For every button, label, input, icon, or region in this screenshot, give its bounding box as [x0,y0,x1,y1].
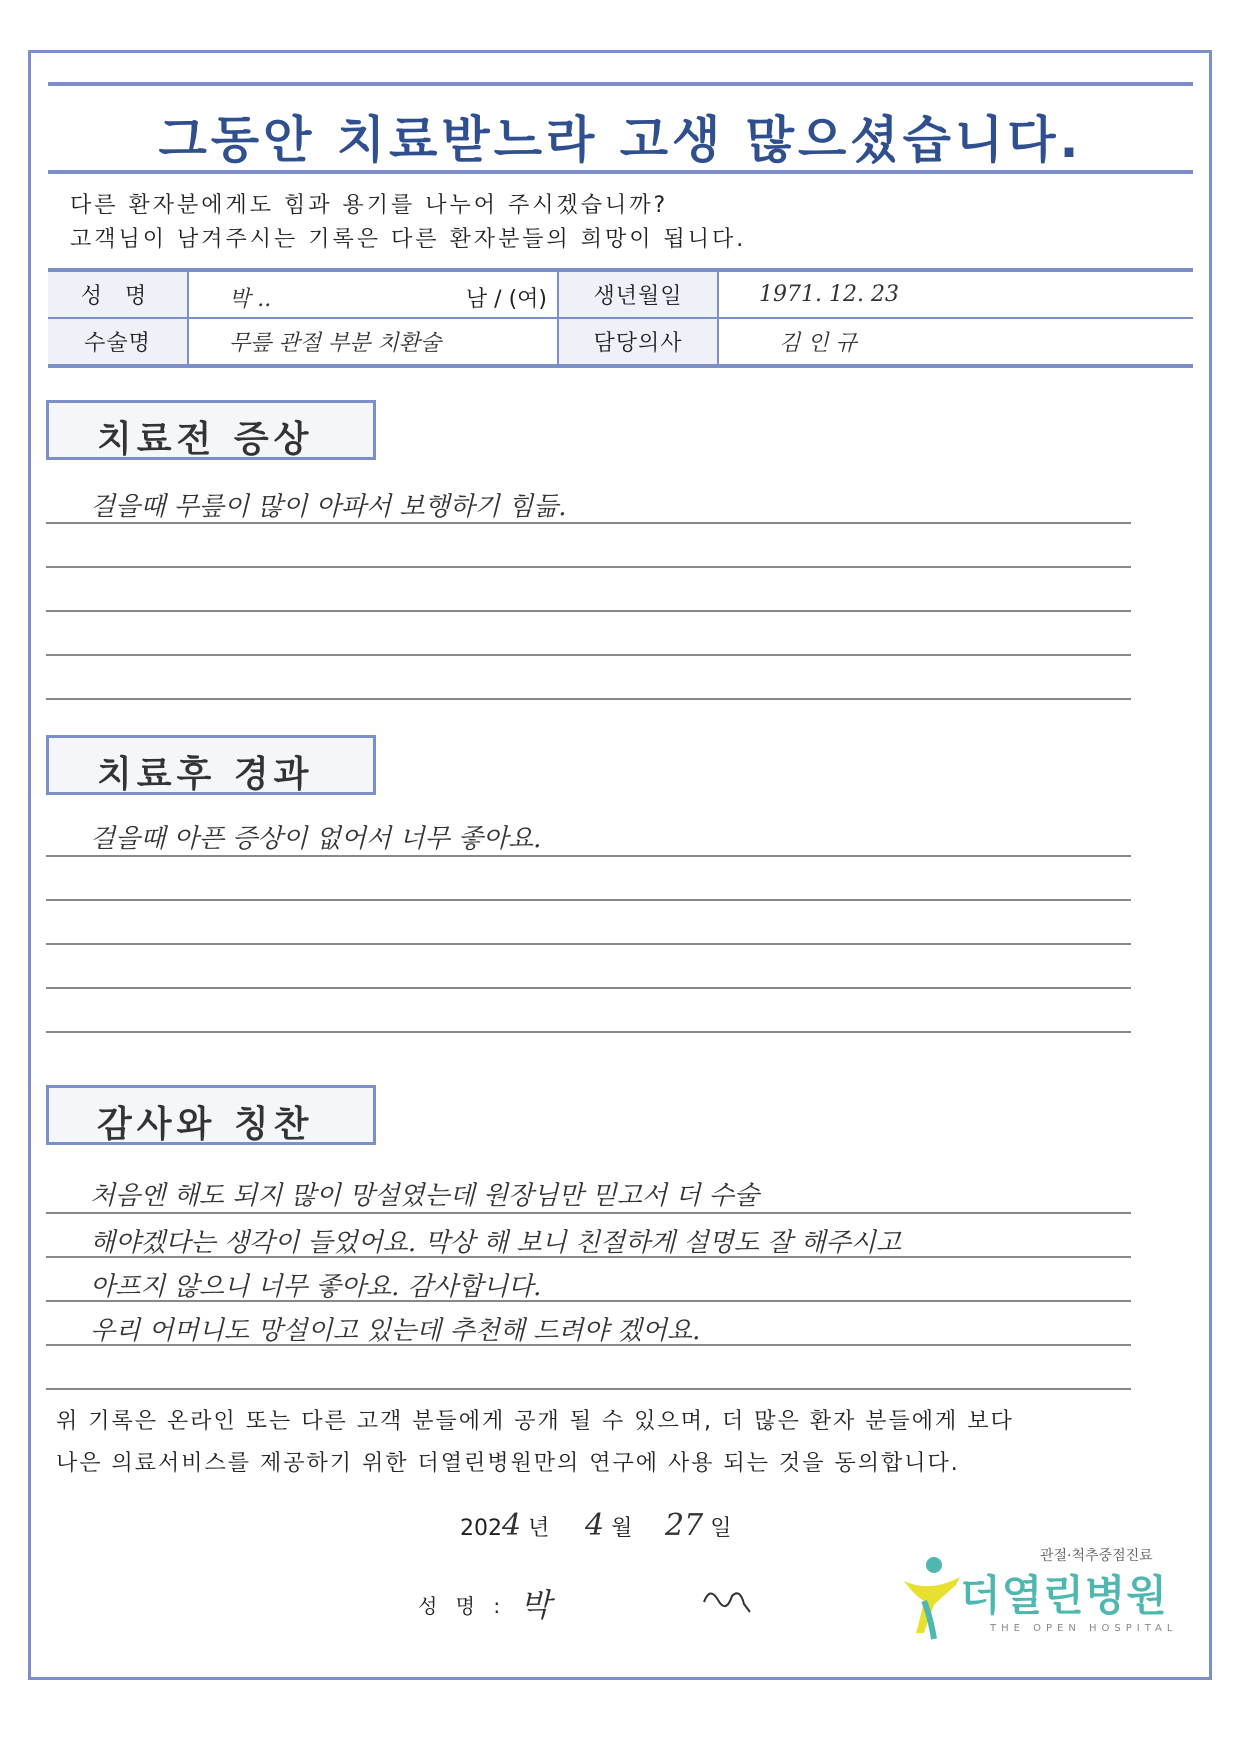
rule-line [46,899,1131,901]
birth-label: 생년월일 [558,270,718,318]
date-year-prefix: 202 [460,1516,502,1541]
logo-subtitle: 관절·척추중점진료 [1040,1548,1153,1564]
intro-line-1: 다른 환자분에게도 힘과 용기를 나누어 주시겠습니까? [70,193,669,218]
rule-line [46,566,1131,568]
rule-line [46,1212,1131,1214]
section-after-title: 치료후 경과 [97,754,314,795]
signature-mark [700,1582,756,1618]
section-after-title-box [46,735,376,795]
birth-value: 1971. 12. 23 [718,270,1193,318]
doctor-label: 담당의사 [558,318,718,366]
rule-line [46,610,1131,612]
rule-line [46,943,1131,945]
intro-line-2: 고객님이 남겨주시는 기록은 다른 환자분들의 희망이 됩니다. [70,227,747,252]
date-year-hand: 4 [502,1508,522,1543]
date-month [585,1508,632,1543]
surgery-label: 수술명 [48,318,188,366]
consent-line-2: 나은 의료서비스를 제공하기 위한 더열린병원만의 연구에 사용 되는 것을 동의합니다. [56,1451,960,1476]
before-line-1: 걸을때 무릎이 많이 아파서 보행하기 힘듦. [90,492,567,522]
thanks-line-4: 우리 어머니도 망설이고 있는데 추천해 드려야 겠어요. [90,1316,701,1346]
signature-name: 박 [520,1586,551,1624]
surgery-value: 무릎 관절 부분 치환술 [188,318,558,366]
consent-line-1: 위 기록은 온라인 또는 다른 고객 분들에게 공개 될 수 있으며, 더 많은 환자 분들에게 보다 [56,1409,1014,1434]
section-thanks-title: 감사와 칭찬 [97,1104,314,1145]
title-bar [48,82,1193,174]
name-label: 성 명 [48,270,188,318]
thanks-line-3: 아프지 않으니 너무 좋아요. 감사합니다. [90,1272,542,1302]
date-month-label: 월 [611,1516,633,1541]
section-before-title-box [46,400,376,460]
logo-name: 더열린병원 [960,1571,1168,1620]
date-year [460,1508,549,1543]
signature-label: 성 명 : [418,1594,507,1618]
rule-line [46,654,1131,656]
rule-line [46,1344,1131,1346]
thanks-line-1: 처음엔 해도 되지 많이 망설였는데 원장님만 믿고서 더 수술 [90,1181,759,1211]
after-line-1: 걸을때 아픈 증상이 없어서 너무 좋아요. [90,824,542,854]
hospital-logo [900,1545,1178,1665]
rule-line [46,1256,1131,1258]
rule-line [46,522,1131,524]
rule-line [46,698,1131,700]
name-cell [188,270,558,318]
doctor-value: 김 인 규 [718,318,1193,366]
rule-line [46,1031,1131,1033]
name-value: 박 .. [229,287,272,312]
logo-figure-icon [900,1555,964,1645]
thanks-line-2: 해야겠다는 생각이 들었어요. 막상 해 보니 친절하게 설명도 잘 해주시고 [90,1228,902,1258]
rule-line [46,987,1131,989]
date-month-hand: 4 [585,1508,605,1543]
date-day [665,1508,731,1543]
date-year-label: 년 [528,1516,550,1541]
page-title: 그동안 치료받느라 고생 많으셨습니다. [158,111,1083,169]
section-before-title: 치료전 증상 [97,419,314,460]
patient-info-table [48,268,1193,368]
date-day-hand: 27 [665,1508,704,1543]
date-day-label: 일 [710,1516,732,1541]
gender-value: 남 / (여) [465,287,547,312]
rule-line [46,855,1131,857]
rule-line [46,1300,1131,1302]
rule-line [46,1388,1131,1390]
section-thanks-title-box [46,1085,376,1145]
signature-scribble-icon [700,1582,756,1618]
logo-english: THE OPEN HOSPITAL [990,1623,1178,1634]
